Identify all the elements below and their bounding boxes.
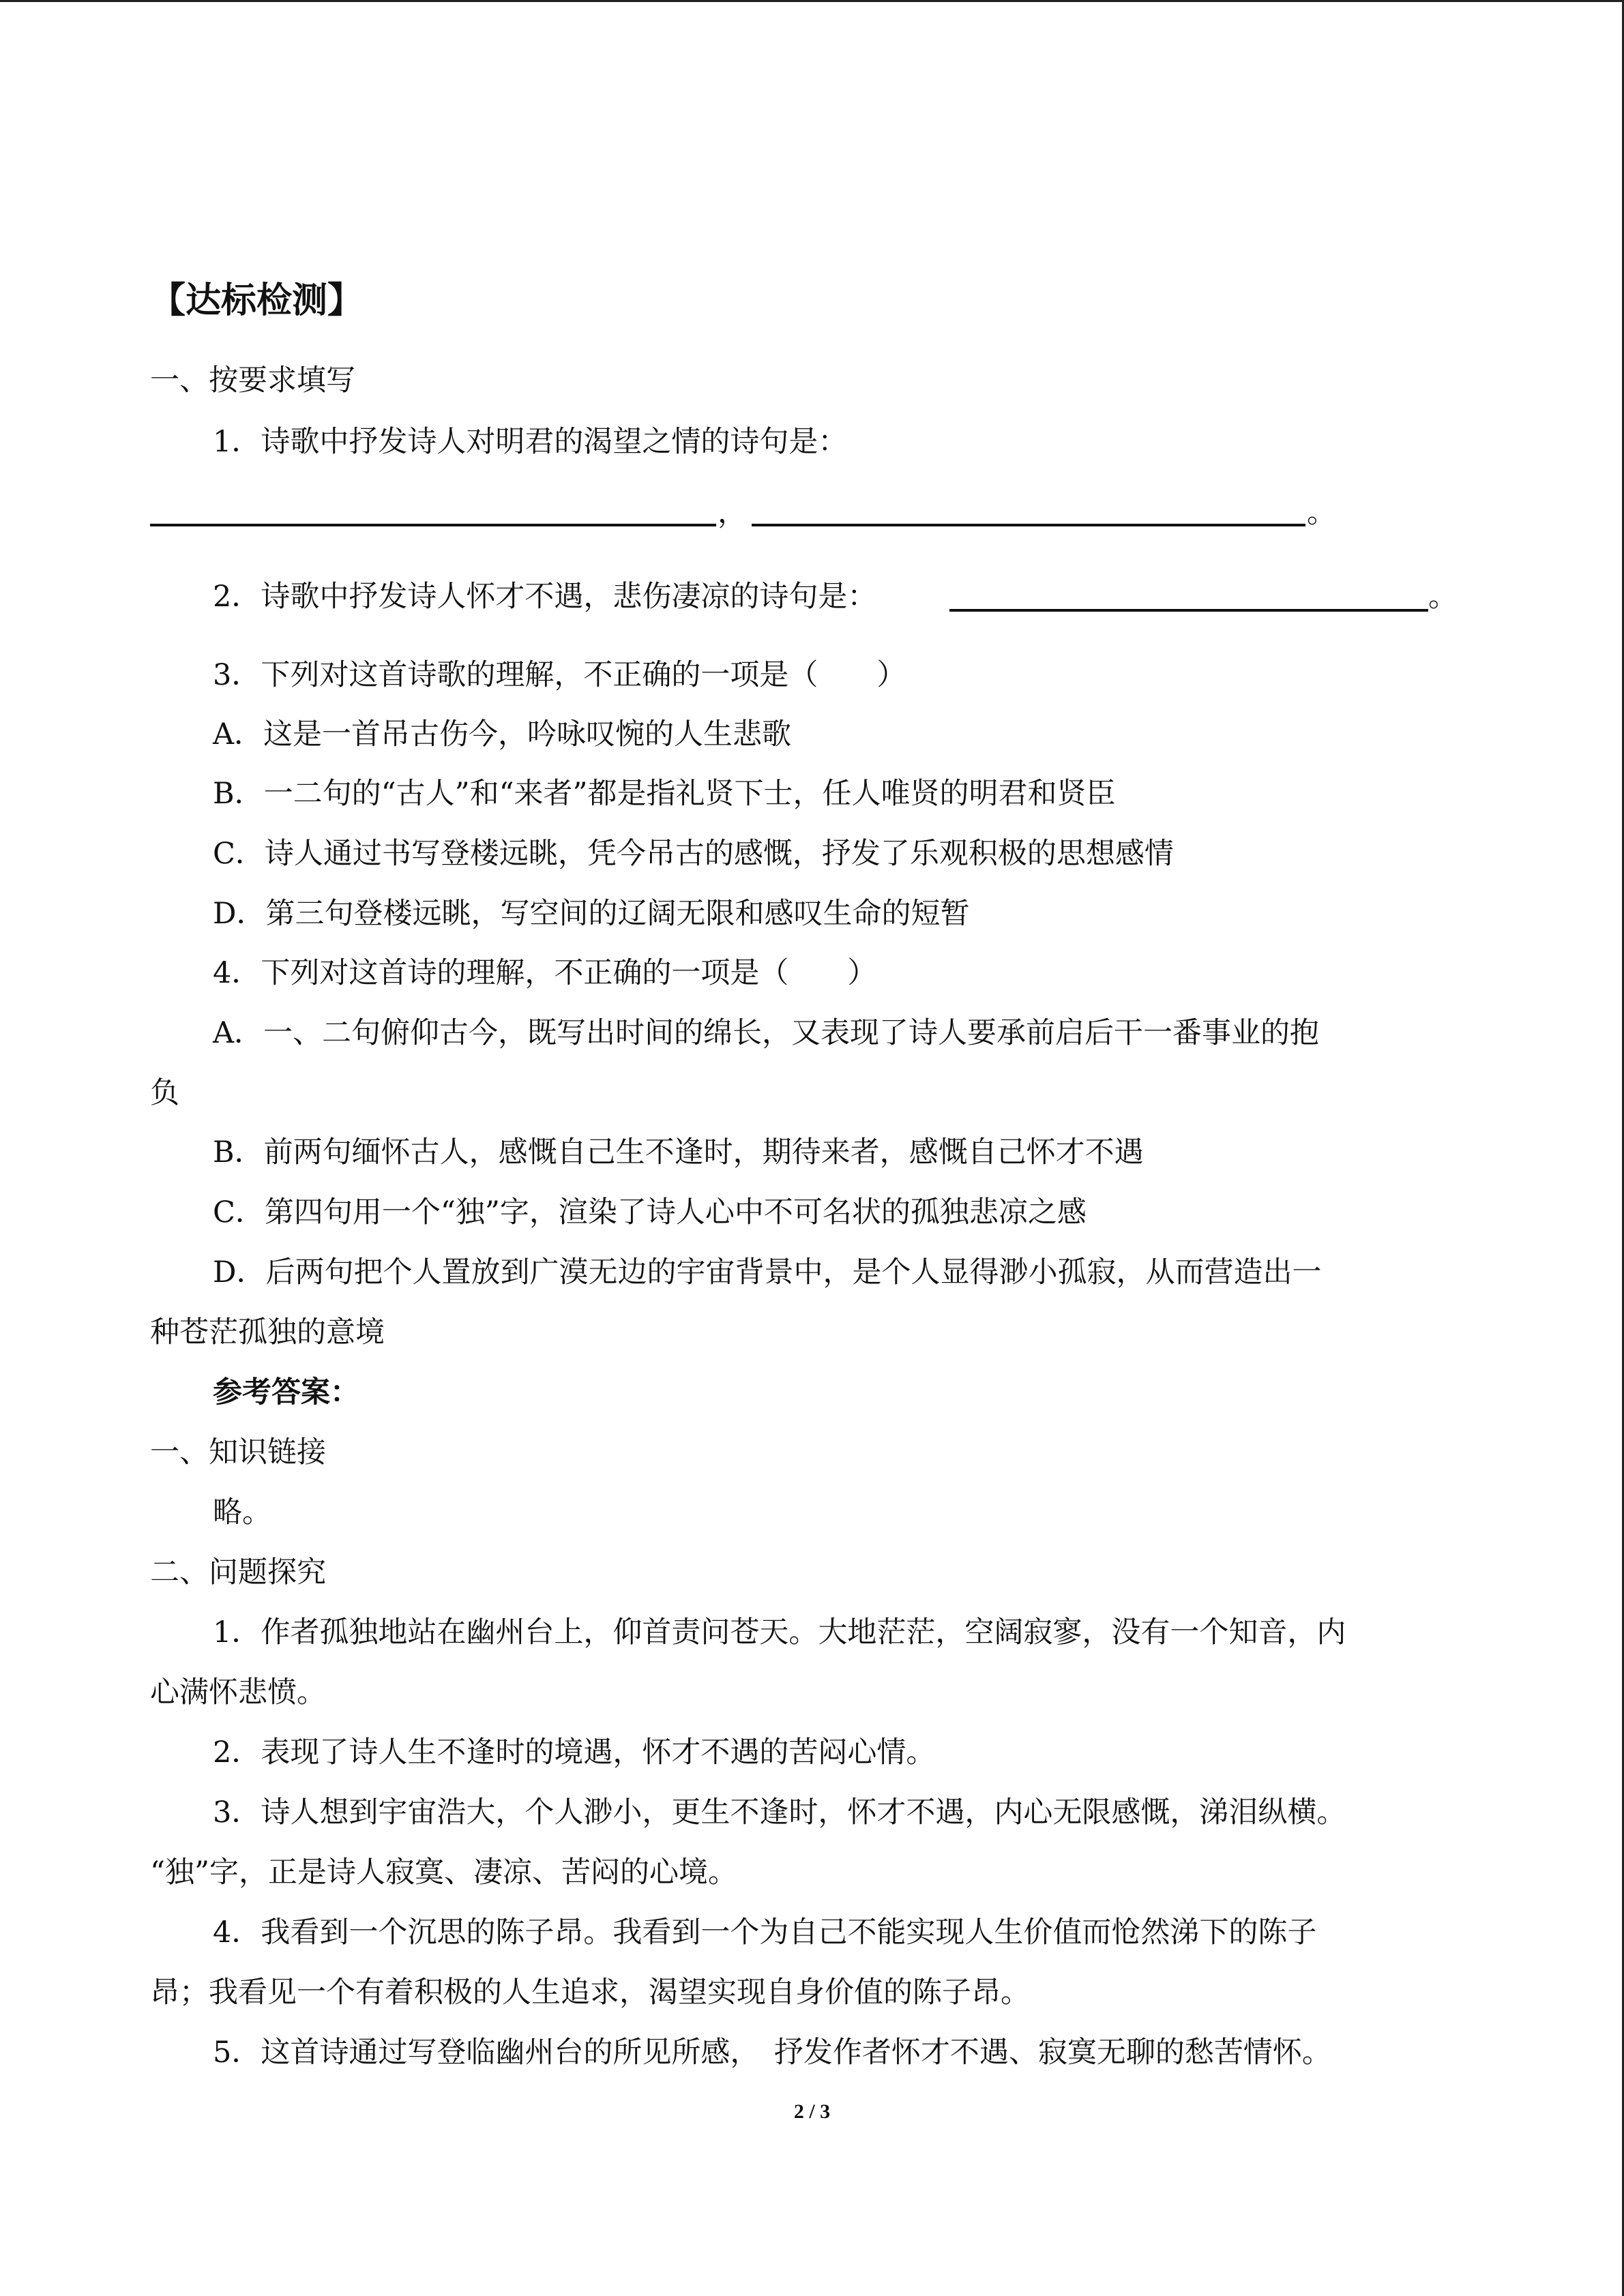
q1-comma: ， bbox=[718, 496, 747, 530]
q1-period: 。 bbox=[1307, 496, 1336, 530]
answers-heading: 参考答案： bbox=[213, 1375, 359, 1410]
answer-1-line2: 心满怀悲愤。 bbox=[150, 1675, 326, 1710]
question-2: 2．诗歌中抒发诗人怀才不遇，悲伤凄凉的诗句是： bbox=[213, 580, 877, 614]
q3-option-d: D．第三句登楼远眺，写空间的辽阔无限和感叹生命的短暂 bbox=[213, 897, 970, 931]
question-1: 1．诗歌中抒发诗人对明君的渴望之情的诗句是： bbox=[213, 425, 848, 459]
answer-4-line1: 4．我看到一个沉思的陈子昂。我看到一个为自己不能实现人生价值而怆然涕下的陈子 bbox=[213, 1915, 1317, 1950]
answer-4-line2: 昂；我看见一个有着积极的人生追求，渴望实现自身价值的陈子昂。 bbox=[150, 1976, 1030, 2010]
q4-option-b: B．前两句缅怀古人，感慨自己生不逢时，期待来者，感慨自己怀才不遇 bbox=[213, 1135, 1144, 1169]
knowledge-text: 略。 bbox=[213, 1495, 271, 1530]
q4-option-a-line1: A．一、二句俯仰古今，既写出时间的绵长，又表现了诗人要承前启后干一番事业的抱 bbox=[213, 1016, 1320, 1050]
answer-1-line1: 1．作者孤独地站在幽州台上，仰首责问苍天。大地茫茫，空阔寂寥，没有一个知音，内 bbox=[213, 1615, 1346, 1650]
page-number: 2 / 3 bbox=[793, 2100, 831, 2123]
question-4: 4．下列对这首诗的理解，不正确的一项是（ ） bbox=[213, 956, 877, 990]
q2-period: 。 bbox=[1428, 580, 1458, 614]
knowledge-heading: 一、知识链接 bbox=[150, 1435, 326, 1470]
q2-answer-blank bbox=[949, 609, 1428, 612]
q1-answer-blank-1 bbox=[150, 524, 716, 526]
q4-option-d-line1: D．后两句把个人置放到广漠无边的宇宙背景中，是个人显得渺小孤寂，从而营造出一 bbox=[213, 1255, 1322, 1289]
answer-3-line1: 3．诗人想到宇宙浩大，个人渺小，更生不逢时，怀才不遇，内心无限感慨，涕泪纵横。 bbox=[213, 1795, 1346, 1830]
q3-option-a: A．这是一首吊古伤今，吟咏叹惋的人生悲歌 bbox=[213, 717, 792, 751]
answer-2: 2．表现了诗人生不逢时的境遇，怀才不遇的苦闷心情。 bbox=[213, 1735, 936, 1770]
q3-option-b: B．一二句的“古人”和“来者”都是指礼贤下士，任人唯贤的明君和贤臣 bbox=[213, 777, 1116, 811]
answer-3-line2: “独”字，正是诗人寂寞、凄凉、苦闷的心境。 bbox=[150, 1855, 737, 1890]
inquiry-heading: 二、问题探究 bbox=[150, 1555, 326, 1590]
answer-5: 5．这首诗通过写登临幽州台的所见所感， 抒发作者怀才不遇、寂寞无聊的愁苦情怀。 bbox=[213, 2036, 1331, 2070]
q3-option-c: C．诗人通过书写登楼远眺，凭今吊古的感慨，抒发了乐观积极的思想感情 bbox=[213, 837, 1174, 871]
q1-answer-blank-2 bbox=[752, 524, 1305, 526]
q4-option-a-line2: 负 bbox=[150, 1076, 179, 1110]
q4-option-c: C．第四句用一个“独”字，渲染了诗人心中不可名状的孤独悲凉之感 bbox=[213, 1195, 1087, 1229]
section-title: 【达标检测】 bbox=[150, 280, 364, 321]
q4-option-d-line2: 种苍茫孤独的意境 bbox=[150, 1315, 385, 1350]
question-3: 3．下列对这首诗歌的理解，不正确的一项是（ ） bbox=[213, 658, 906, 692]
part1-heading: 一、按要求填写 bbox=[150, 363, 355, 398]
